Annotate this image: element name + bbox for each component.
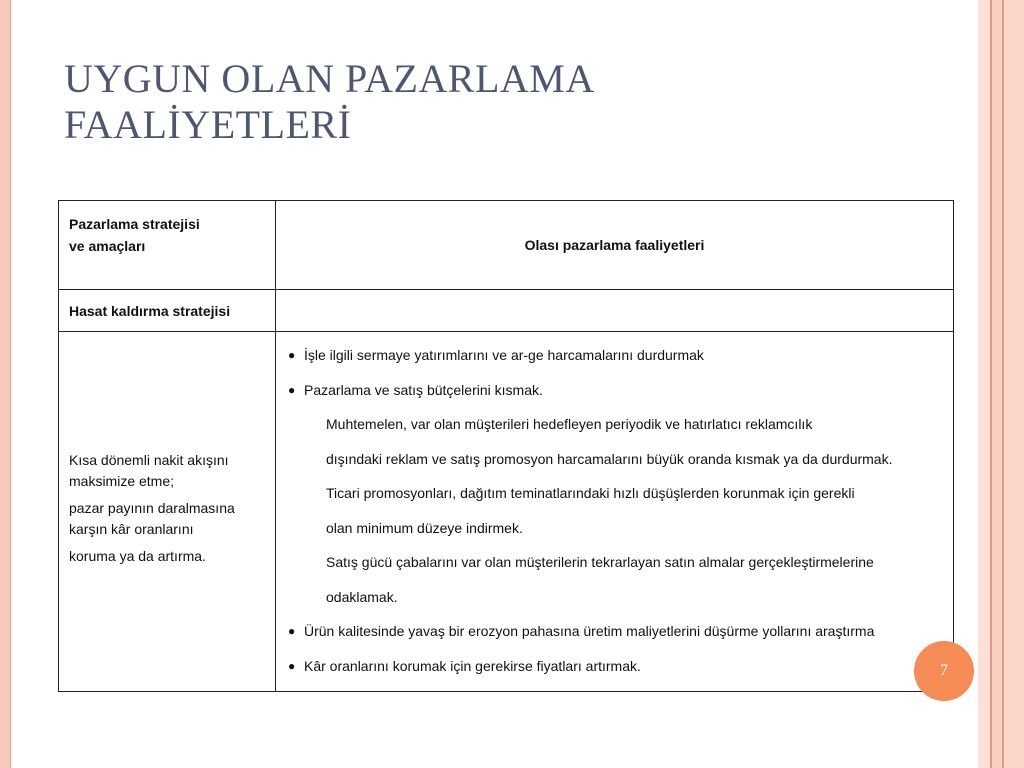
bullet-icon: ● [288,382,296,397]
slide-title-line: UYGUN OLAN PAZARLAMA [64,56,595,101]
activity-indented-line: dışındaki reklam ve satış promosyon harcamalarını büyük oranda kısmak ya da durdurmak. [326,450,893,467]
activity-indented-line: Ticari promosyonları, dağıtım teminatlarındaki hızlı düşüşlerden korunmak için gerekli [326,485,855,501]
activity-text: İşle ilgili sermaye yatırımlarını ve ar-ge harcamalarını durdurmak [304,347,704,363]
slide-title-line: FAALİYETLERİ [64,102,352,147]
objective-paragraph: Kısa dönemli nakit akışını maksimize etme; [69,452,229,489]
activity-indented-line: Muhtemelen, var olan müşterileri hedefleyen periyodik ve hatırlatıcı reklamcılık [326,416,813,432]
strategy-label-cell: Hasat kaldırma stratejisi [59,290,276,332]
marketing-activities-table [58,200,954,692]
header-strategy-line: Pazarlama stratejisi [69,216,200,232]
activity-bullet-item [288,338,945,373]
strategy-empty-cell [276,290,954,332]
header-strategy-line: ve amaçları [69,238,146,254]
activity-text: Pazarlama ve satış bütçelerini kısmak. [304,381,543,398]
header-activities-cell: Olası pazarlama faaliyetleri [276,201,954,290]
activities-list [288,338,945,683]
slide-title [64,56,924,148]
strategy-row [59,290,954,332]
objective-paragraph: pazar payının daralmasına karşın kâr oranlarını [69,500,235,537]
activities-cell [276,332,954,692]
activity-bullet-item [288,614,945,649]
activity-indented-line: olan minimum düzeye indirmek. [326,519,523,536]
bullet-icon: ● [288,624,296,638]
activity-indented-line: odaklamak. [326,588,398,605]
activity-bullet-item [288,373,945,408]
table-header-row [59,201,954,290]
slide-number-badge: 7 [914,641,974,701]
bullet-icon: ● [288,348,296,362]
left-decorative-border [0,0,10,768]
objective-paragraph: koruma ya da artırma. [69,548,206,564]
bullet-icon: ● [288,658,296,673]
activity-indented-line: Satış gücü çabalarını var olan müşterilerin tekrarlayan satın almalar gerçekleştirmelerine [326,554,874,570]
activity-text: Kâr oranlarını korumak için gerekirse fiyatları artırmak. [304,657,641,674]
activity-text: Ürün kalitesinde yavaş bir erozyon pahasına üretim maliyetlerini düşürme yollarını araştırma [304,623,875,639]
right-decorative-stripes [978,0,1024,768]
objective-cell [59,332,276,692]
header-strategy-cell [59,201,276,290]
activity-bullet-item [288,649,945,684]
table-body-row [59,332,954,692]
